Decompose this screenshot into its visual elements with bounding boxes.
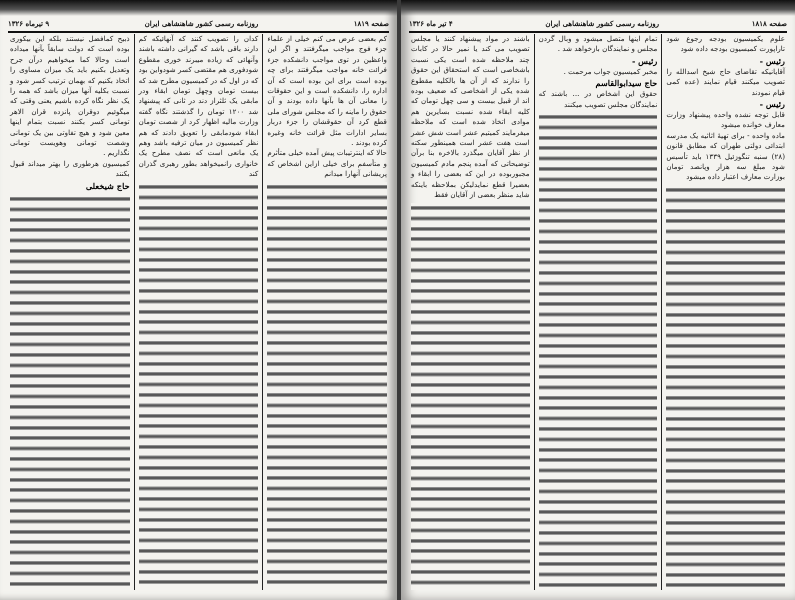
text-column bbox=[134, 34, 263, 590]
paragraph: ذبیح کمافضل نیستند بلکه این بیکوری بوده است که دولت سابقاً بآنها میداده است وحالا کما میخواهیم درآن جرح وتعدیل بکنیم باید یک میزان مساوی را اتخاذ بکنیم که بهمان ترتیب کسر شود و نسبت بکلیه آنها میزان باشد که همه را یک نظر نگاه کرده باشیم یعنی وقتی که میگوئیم دوقران پانزده قران الاهر تومانی کسر بکنند نسبت بتمام اینها معین شود و هیچ تفاوتی بین یک تومانی وشصت تومانی وهویست تومانی نگذاریم . bbox=[9, 34, 130, 158]
paragraph: علوم یکمیسیون بودجه رجوع شود تاراپورت کمیسیون بودجه داده شود bbox=[666, 34, 785, 54]
page-number-label: صفحه ۱۸۱۸ bbox=[751, 18, 787, 28]
page-header bbox=[409, 17, 787, 33]
newspaper-title: روزنامه رسمی کشور شاهنشاهی ایران bbox=[545, 18, 660, 28]
newspaper-title: روزنامه رسمی کشور شاهنشاهی ایران bbox=[144, 18, 259, 28]
text-column bbox=[534, 34, 662, 590]
text-columns bbox=[407, 34, 789, 590]
paragraph: کمیسیون هرطوری را بهتر میداند قبول بکنند bbox=[9, 158, 130, 179]
speaker-name: رئیس - bbox=[759, 99, 785, 110]
text-column bbox=[407, 34, 534, 590]
paragraph: حالا که اینترتیبات پیش آمده خیلی متأثرم و متأسفم برای خیلی ازاین اشخاص که پریشانی آنهارا میدانم bbox=[267, 148, 387, 179]
illegible-text-lines bbox=[666, 185, 785, 590]
scan-shadow bbox=[0, 0, 397, 16]
scan-shadow bbox=[401, 0, 795, 16]
illegible-text-lines bbox=[267, 182, 387, 590]
page-number-label: صفحه ۱۸۱۹ bbox=[353, 18, 389, 28]
text-column bbox=[262, 34, 391, 590]
text-column bbox=[6, 34, 134, 590]
speaker-name: رئیس - bbox=[759, 55, 785, 66]
paragraph: ماده واحده - برای تهیهٔ اثاثیه یک مدرسه ابتدائی دولتی طهران که مطابق قانون (۲۸) سنبه تنگوزئیل ۱۳۳۹ باید تأسیس شود مبلغ سه هزار وپانصد تومان بوزارت معارف اعتبار داده میشود bbox=[666, 130, 786, 182]
page-header bbox=[8, 17, 389, 33]
speaker-name: حاج سیدابوالقاسم bbox=[595, 78, 658, 89]
illegible-text-lines bbox=[411, 203, 530, 591]
paragraph: تمام اینها متصل میشود و وبال گردن مجلس و نمایندگان بازخواهد شد . bbox=[538, 34, 658, 54]
paragraph: کم بعضی عرض می کنم خیلی از علماء جزء فوج مواجب میگرفتند و اگر این واعظین در توی مواجب دانشکده جزء فرائت خانه مواجب میگرفتند برای چه بوده است برای این بوده است که آن اداره را، دانشکده است و این حقوقات را معانی آن ها بآنها داده بودند و آن حقوق را ماینه را که مجلس شورای ملی قطع کرد آن حقوقشان را جزء دربار بسایر ادارات مثل قرائت خانه وغیره کرده بودند . bbox=[267, 34, 387, 148]
paragraph: آقایانیکه تقاضای حاج شیخ اسدالله را تصویب میکنند قیام نمایند (عده کمی قیام نمودند bbox=[666, 66, 785, 97]
left-newspaper-page bbox=[0, 0, 397, 600]
speaker-name: رئیس - bbox=[631, 55, 658, 66]
speaker-name: حاج شیخعلی bbox=[85, 180, 130, 191]
issue-date: ۴ تیر ماه ۱۳۲۶ bbox=[409, 18, 453, 28]
paragraph: کدان را تصویب کنند که آنهائیکه کم دارند باقی باشد که گیرانی داشته باشند وآنهائی که زیاده میبرند خوری مقطوع شودفوری هم مقتضی کسر شودواین بود که در اول که در کمیسیون مطرح شد که بیست تومان وچهل تومان ابقاء ودر مابقی یک ثلثراز دند در ثانی که پیشنهاد شد ۱۲۰۰ تومان را گذشتند نگاه گفته وزارت مالیه اظهار کرد از شصت تومان ابقاء شودمابقی را تعویق دادند که هم نظر کمیسیون در میان ترفیه باشد وهم یک مانعی است که نصف مطرح یک خانواری رانمیخواهد بطور رهبری گذران کند bbox=[138, 34, 259, 179]
right-newspaper-page bbox=[401, 0, 795, 600]
paragraph: باشند در مواد پیشنهاد کنند یا مجلس تصویب می کند یا نمیر حالا در کابات چند ملاحظه شده است یکی نسبت باشخاصی است که استحقاق این حقوق را ندارند که از آن ها بالکلیه مقطوع شده یکی از اشخاصی که ضعیف بوده اند از قبیل بیست و سی چهل تومان که کلیه ابقاء شده نسبت بسایرین هم موادی اتخاذ شده است که ملاحظه میفرمایند کمیتیم عشر است شش عشر است هفت عشر است همینطور سکته از نظر آقایان میگذرد بالاخره بنا برآن توضیحاتی که آمده پنجم مادم کمیسیون مجبوربوده در این که بعضی را ابقاء و بعضیرا قطع نمایدلیکن بملاحظه باینکه شاید منظر بعضی از آقایان فقط bbox=[410, 34, 530, 200]
paragraph: حقوق این اشخاص در ... باشند که نمایندگان مجلس تصویب میکنند bbox=[538, 89, 658, 109]
illegible-text-lines bbox=[139, 182, 259, 590]
illegible-text-lines bbox=[10, 194, 130, 590]
text-columns bbox=[6, 34, 391, 590]
issue-date: ۹ تیرماه ۱۳۲۶ bbox=[8, 18, 50, 28]
paragraph: مخبر کمیسیون جواب مرحمت . bbox=[563, 66, 658, 76]
paragraph: قابل توجه نشده واحده پیشنهاد وزارت معارف خوانده میشود bbox=[666, 110, 785, 130]
text-column bbox=[661, 34, 789, 590]
illegible-text-lines bbox=[539, 112, 658, 590]
